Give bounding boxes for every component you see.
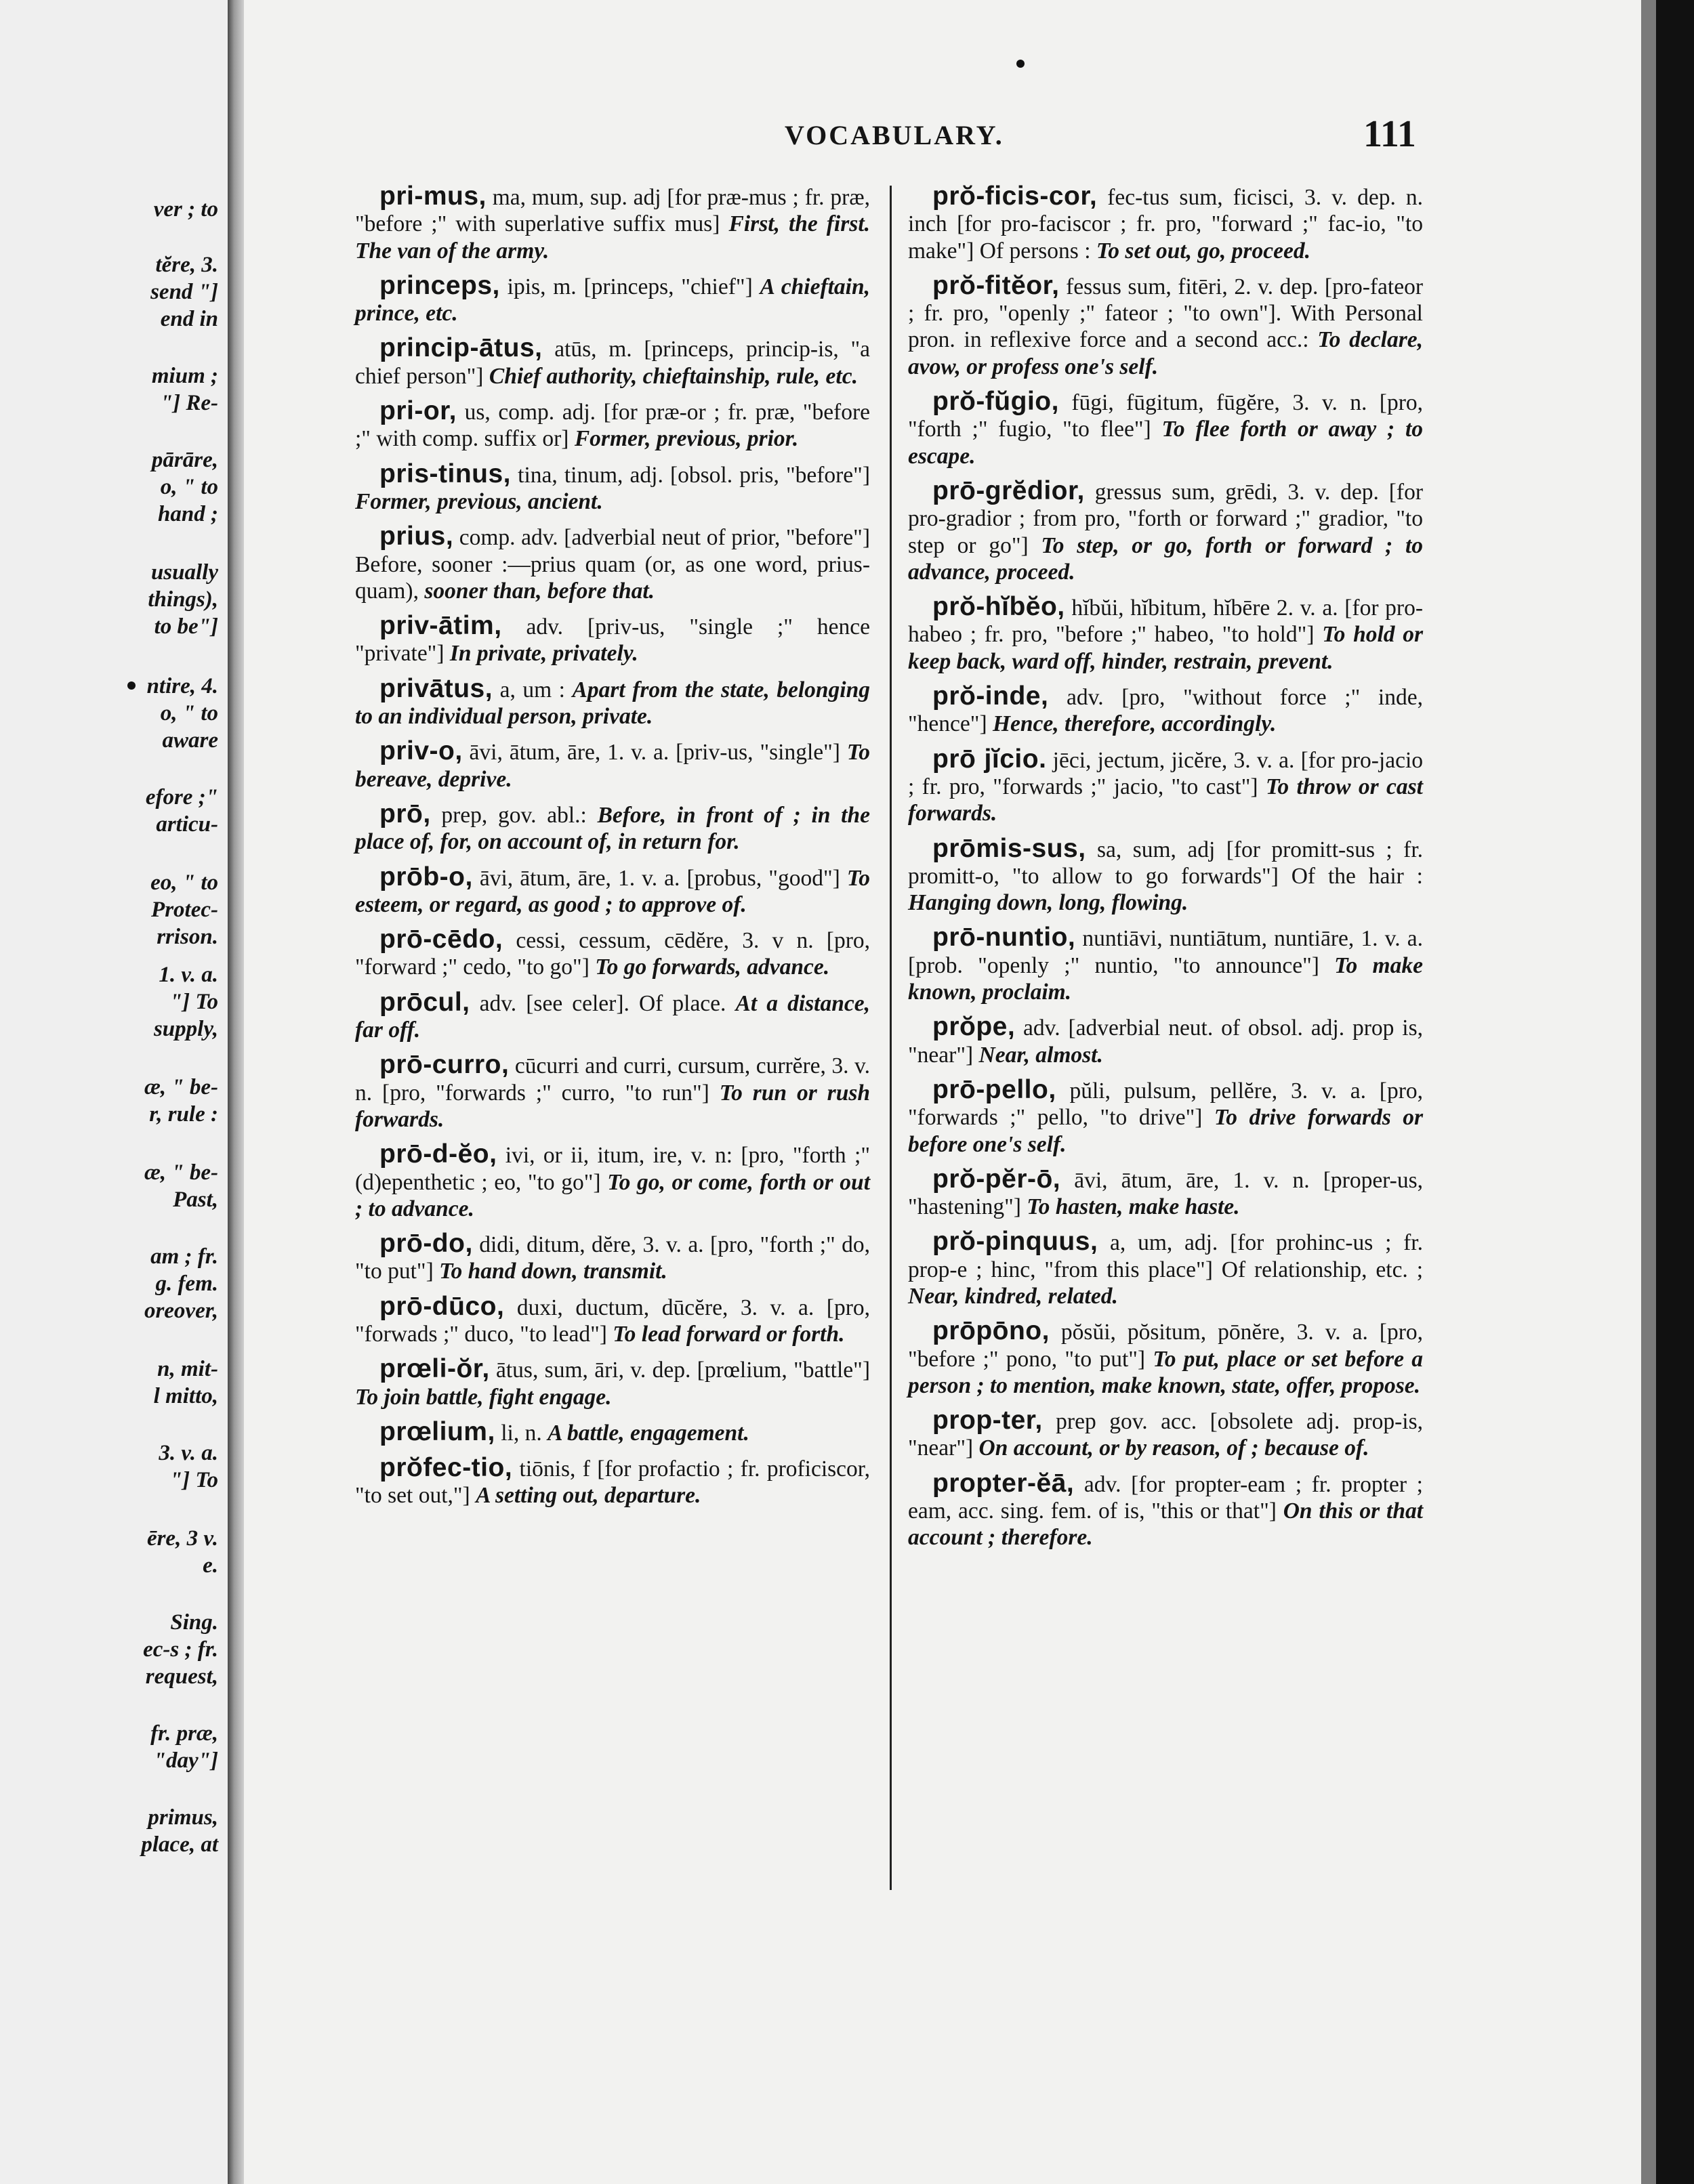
entry-definition: At a distance, far off.	[355, 990, 870, 1043]
facing-page-fragment: things),	[148, 587, 218, 612]
entry-grammar: prep, gov. abl.:	[430, 802, 598, 828]
entry-headword: prŏ-pinquus,	[932, 1227, 1098, 1257]
entry-grammar: āvi, ātum, āre, 1. v. a. [priv-us, "single"]	[462, 740, 847, 765]
entry-grammar: li, n.	[495, 1420, 548, 1446]
page-number: 111	[1363, 113, 1416, 155]
facing-page-fragment: mium ;	[151, 364, 218, 388]
facing-page-fragment: o, " to	[160, 701, 218, 726]
entry-headword: prō-pello,	[932, 1074, 1056, 1104]
right-column	[908, 183, 1423, 1559]
entry-definition: To lead forward or forth.	[613, 1321, 845, 1347]
vocab-entry	[908, 1318, 1423, 1399]
entry-grammar: hĭbŭi, hĭbitum, hĭbēre 2. v. a. [for pro-habeo ; fr. pro, "before ;" habeo, "to hold"]	[908, 595, 1423, 648]
entry-headword: priv-o,	[379, 736, 463, 766]
facing-page-fragment: eo, " to	[150, 870, 218, 895]
facing-page-fragment: primus,	[148, 1805, 218, 1830]
entry-definition: To flee forth or away ; to escape.	[908, 417, 1423, 469]
facing-page-fragment: efore ;"	[145, 785, 218, 810]
vocab-entry	[908, 478, 1423, 585]
entry-headword: priv-ātim,	[379, 611, 502, 641]
facing-page-fragment: Sing.	[170, 1610, 218, 1635]
entry-grammar: cessi, cessum, cēdĕre, 3. v n. [pro, "forward ;" cedo, "to go"]	[355, 928, 870, 980]
scan-speck	[1016, 60, 1025, 68]
entry-headword: prius,	[379, 522, 454, 551]
entry-grammar: duxi, ductum, dūcĕre, 3. v. a. [pro, "forwads ;" duco, "to lead"]	[355, 1295, 870, 1347]
facing-page-fragment: place, at	[141, 1832, 218, 1857]
entry-grammar: pŏsŭi, pŏsitum, pōnĕre, 3. v. a. [pro, "before ;" pono, "to put"]	[908, 1320, 1423, 1372]
facing-page-edge	[0, 0, 228, 2184]
entry-grammar: us, comp. adj. [for præ-or ; fr. præ, "before ;" with comp. suffix or]	[355, 400, 870, 452]
entry-grammar: ivi, or ii, itum, ire, v. n: [pro, "forth ;" (d)epenthetic ; eo, "to go"]	[355, 1143, 870, 1195]
entry-grammar: prep gov. acc. [obsolete adj. prop-is, "near"]	[908, 1409, 1423, 1461]
facing-page-fragment: ēre, 3 v.	[146, 1526, 218, 1551]
entry-headword: prŏ-fitĕor,	[932, 270, 1060, 300]
facing-page-fragment: aware	[162, 728, 218, 753]
entry-definition: In private, privately.	[449, 641, 638, 667]
facing-page-fragment: "] To	[169, 990, 218, 1014]
entry-headword: pris-tinus,	[379, 459, 512, 488]
entry-definition: A chieftain, prince, etc.	[355, 274, 871, 327]
entry-grammar: āvi, ātum, āre, 1. v. n. [proper-us, "hastening"]	[908, 1167, 1423, 1220]
facing-page-fragment: tĕre, 3.	[155, 253, 218, 277]
vocab-entry	[908, 388, 1423, 469]
entry-grammar: gressus sum, grēdi, 3. v. dep. [for pro-gradior ; from pro, "forth or forward ;" gradior, "to step or go"]	[908, 479, 1423, 558]
vocab-entry	[908, 1166, 1423, 1221]
entry-grammar: pŭli, pulsum, pellĕre, 3. v. a. [pro, "forwards ;" pello, "to drive"]	[908, 1078, 1423, 1131]
entry-headword: prŏpe,	[932, 1012, 1016, 1042]
entry-headword: prŏfec-tio,	[379, 1453, 513, 1483]
facing-page-fragment: rrison.	[157, 925, 218, 949]
entry-headword: prōcul,	[379, 987, 470, 1017]
vocab-entry	[908, 183, 1423, 264]
column-divider	[890, 186, 892, 1890]
entry-headword: prōmis-sus,	[932, 833, 1086, 863]
entry-definition: To set out, go, proceed.	[1096, 238, 1310, 264]
entry-headword: prō jĭcio.	[932, 744, 1047, 774]
entry-grammar: fessus sum, fitēri, 2. v. dep. [pro-fateor ; fr. pro, "openly ;" fateor ; "to own"]. With Personal pron. in reflexive force and a second acc.:	[908, 274, 1423, 353]
vocab-entry	[355, 675, 870, 730]
facing-page-fragment: Past,	[173, 1188, 218, 1212]
facing-page-fragment: "] Re-	[160, 391, 218, 415]
entry-definition: Near, almost.	[978, 1042, 1103, 1068]
entry-definition: Former, previous, ancient.	[355, 488, 603, 514]
entry-grammar: ipis, m. [princeps, "chief"]	[499, 274, 760, 299]
entry-headword: prœli-ŏr,	[379, 1354, 490, 1384]
facing-page-fragment: e.	[203, 1553, 218, 1578]
vocab-entry	[355, 1230, 870, 1285]
vocab-entry	[908, 1470, 1423, 1551]
vocab-entry	[908, 272, 1423, 380]
entry-headword: prō-grĕdior,	[932, 476, 1085, 505]
entry-headword: prŏ-pĕr-ō,	[932, 1164, 1061, 1194]
vocab-entry	[355, 1293, 870, 1348]
vocab-entry	[355, 335, 870, 390]
entry-definition: A setting out, departure.	[476, 1483, 701, 1509]
facing-page-fragment: o, " to	[160, 475, 218, 499]
entry-grammar: jēci, jectum, jicĕre, 3. v. a. [for pro-jacio ; fr. pro, "forwards ;" jacio, "to cast"]	[908, 747, 1423, 799]
vocab-entry	[355, 398, 870, 453]
entry-definition: To esteem, or regard, as good ; to approve of.	[355, 865, 870, 917]
entry-grammar: cūcurri and curri, cursum, currĕre, 3. v. n. [pro, "forwards ;" curro, "to run"]	[355, 1053, 870, 1106]
entry-definition: sooner than, before that.	[424, 578, 655, 604]
vocab-entry	[908, 683, 1423, 738]
vocab-entry	[355, 1454, 870, 1509]
entry-headword: prœlium,	[379, 1416, 495, 1446]
facing-page-fragment: to be"]	[154, 614, 218, 639]
facing-page-fragment: articu-	[156, 812, 218, 837]
vocab-entry	[908, 835, 1423, 917]
entry-definition: Before, in front of ; in the place of, for, on account of, in return for.	[355, 802, 870, 855]
vocab-entry	[355, 1051, 870, 1133]
entry-headword: pri-or,	[379, 396, 457, 426]
entry-headword: prŏ-hĭbĕo,	[932, 592, 1065, 622]
entry-definition: A battle, engagement.	[548, 1420, 749, 1446]
entry-definition: Apart from the state, belonging to an individual person, private.	[355, 677, 870, 730]
entry-definition: Former, previous, prior.	[574, 426, 799, 452]
facing-page-fragment: pārāre,	[151, 448, 218, 472]
scan-border	[1641, 0, 1694, 2184]
entry-headword: prō,	[379, 799, 431, 828]
entry-headword: prōb-o,	[379, 862, 473, 891]
facing-page-fragment: hand ;	[158, 502, 218, 526]
vocab-entry	[355, 738, 870, 793]
entry-definition: Near, kindred, related.	[908, 1283, 1118, 1309]
vocab-entry	[355, 1416, 870, 1446]
entry-grammar: āvi, ātum, āre, 1. v. a. [probus, "good"]	[472, 865, 847, 891]
vocab-entry	[908, 924, 1423, 1005]
facing-page-fragment: ver ; to	[153, 197, 218, 222]
vocab-entry	[355, 801, 870, 856]
vocab-entry	[355, 612, 870, 667]
facing-page-fragment: ntire, 4.	[146, 674, 218, 698]
entry-definition: To hold or keep back, ward off, hinder, restrain, prevent.	[908, 622, 1423, 674]
entry-definition: To put, place or set before a person ; to mention, make known, state, offer, propose.	[908, 1346, 1423, 1398]
entry-headword: prō-curro,	[379, 1050, 510, 1080]
entry-grammar: comp. adv. [adverbial neut of prior, "before"] Before, sooner :—prius quam (or, as one word, prius-quam),	[355, 525, 870, 604]
facing-page-fragment: request,	[145, 1664, 218, 1689]
vocab-entry	[908, 746, 1423, 827]
facing-page-fragment: r, rule :	[149, 1102, 218, 1127]
vocab-entry	[355, 1356, 870, 1410]
entry-headword: princeps,	[379, 270, 500, 300]
running-title: VOCABULARY.	[785, 120, 1004, 150]
facing-page-fragment: send "]	[150, 280, 218, 304]
entry-definition: Hence, therefore, accordingly.	[993, 711, 1277, 737]
facing-page-fragment: l mitto,	[153, 1384, 218, 1408]
vocab-entry	[908, 1228, 1423, 1309]
entry-grammar: adv. [see celer]. Of place.	[470, 990, 736, 1016]
entry-definition: To hasten, make haste.	[1027, 1194, 1240, 1220]
vocab-entry	[908, 593, 1423, 675]
vocab-entry	[355, 989, 870, 1044]
facing-page-fragment: 3. v. a.	[159, 1441, 218, 1465]
entry-grammar: sa, sum, adj [for promitt-sus ; fr. promitt-o, "to allow to go forwards"] Of the hair :	[908, 837, 1423, 889]
facing-page-fragment: 1. v. a.	[159, 963, 218, 987]
entry-grammar: fec-tus sum, ficisci, 3. v. dep. n. inch [for pro-faciscor ; fr. pro, "forward ;" fac-io, "to make"] Of persons :	[908, 185, 1423, 264]
entry-headword: prŏ-fŭgio,	[932, 387, 1059, 417]
entry-headword: prō-d-ĕo,	[379, 1139, 497, 1169]
entry-headword: prŏ-ficis-cor,	[932, 182, 1098, 211]
facing-page-fragment: fr. præ,	[150, 1721, 218, 1746]
entry-grammar: adv. [adverbial neut. of obsol. adj. prop is, "near"]	[908, 1015, 1423, 1068]
vocab-entry	[908, 1076, 1423, 1158]
entry-definition: Chief authority, chieftainship, rule, etc.	[489, 363, 858, 389]
entry-definition: To throw or cast forwards.	[908, 774, 1423, 826]
entry-headword: prō-nuntio,	[932, 923, 1076, 952]
entry-grammar: tina, tinum, adj. [obsol. pris, "before"]	[511, 462, 870, 488]
vocab-entry	[355, 1141, 870, 1222]
entry-definition: To hand down, transmit.	[439, 1259, 667, 1284]
entry-grammar: didi, ditum, dĕre, 3. v. a. [pro, "forth ;" do, "to put"]	[355, 1232, 870, 1284]
facing-page-fragment: æ, " be-	[144, 1075, 218, 1099]
entry-grammar: atūs, m. [princeps, princip-is, "a chief person"]	[355, 337, 870, 389]
entry-definition: On account, or by reason, of ; because of.	[978, 1435, 1369, 1461]
facing-page-fragment: oreover,	[144, 1299, 218, 1323]
entry-grammar: fūgi, fūgitum, fūgĕre, 3. v. n. [pro, "forth ;" fugio, "to flee"]	[908, 390, 1423, 442]
entry-definition: On this or that account ; therefore.	[908, 1498, 1424, 1551]
entry-headword: princip-ātus,	[379, 333, 543, 363]
entry-headword: privātus,	[379, 673, 493, 703]
vocab-entry	[355, 183, 870, 264]
entry-headword: propter-ĕā,	[932, 1468, 1075, 1498]
entry-definition: To drive forwards or before one's self.	[908, 1105, 1423, 1157]
facing-page-fragment: "day"]	[153, 1748, 218, 1773]
entry-definition: Hanging down, long, flowing.	[908, 890, 1189, 916]
entry-headword: prō-do,	[379, 1229, 473, 1259]
entry-grammar: tiōnis, f [for profactio ; fr. proficiscor, "to set out,"]	[355, 1456, 870, 1509]
entry-headword: prŏ-inde,	[932, 681, 1049, 711]
vocab-entry	[355, 926, 870, 981]
book-gutter	[228, 0, 244, 2184]
entry-headword: prō-cēdo,	[379, 925, 503, 954]
entry-grammar: nuntiāvi, nuntiātum, nuntiāre, 1. v. a. [prob. "openly ;" nuntio, "to announce"]	[908, 926, 1423, 978]
entry-definition: To make known, proclaim.	[908, 952, 1423, 1005]
vocab-entry	[908, 1407, 1423, 1462]
vocab-entry	[355, 272, 870, 327]
facing-page-fragment: usually	[150, 560, 218, 585]
entry-grammar: adv. [priv-us, "single ;" hence "private"]	[355, 614, 870, 667]
entry-definition: To join battle, fight engage.	[355, 1384, 612, 1410]
facing-page-fragment: g. fem.	[155, 1272, 218, 1296]
scan-speck	[127, 681, 136, 690]
entry-definition: To step, or go, forth or forward ; to advance, proceed.	[908, 532, 1424, 585]
entry-grammar: adv. [for propter-eam ; fr. propter ; eam, acc. sing. fem. of is, "this or that"]	[908, 1471, 1423, 1524]
entry-definition: To run or rush forwards.	[355, 1080, 871, 1132]
facing-page-fragment: "] To	[169, 1468, 218, 1492]
entry-definition: To declare, avow, or profess one's self.	[908, 327, 1423, 379]
entry-headword: prō-dūco,	[379, 1291, 505, 1321]
entry-definition: First, the first. The van of the army.	[355, 211, 871, 264]
facing-page-fragment: Protec-	[151, 898, 218, 922]
entry-grammar: a, um, adj. [for prohinc-us ; fr. prop-e ; hinc, "from this place"] Of relationship, etc. ;	[908, 1230, 1423, 1282]
entry-definition: To go, or come, forth or out ; to advance.	[355, 1169, 870, 1221]
entry-definition: To go forwards, advance.	[595, 954, 830, 980]
facing-page-fragment: n, mit-	[157, 1357, 218, 1381]
entry-grammar: ma, mum, sup. adj [for præ-mus ; fr. præ, "before ;" with superlative suffix mus]	[355, 185, 870, 237]
entry-grammar: adv. [pro, "without force ;" inde, "hence"]	[908, 685, 1423, 737]
entry-headword: pri-mus,	[379, 182, 487, 211]
left-column	[355, 183, 870, 1517]
vocab-entry	[355, 461, 870, 516]
facing-page-fragment: end in	[160, 307, 218, 331]
facing-page-fragment: am ; fr.	[150, 1244, 218, 1269]
entry-headword: prop-ter,	[932, 1406, 1043, 1435]
facing-page-fragment: supply,	[153, 1017, 218, 1041]
entry-grammar: ātus, sum, āri, v. dep. [prœlium, "battle"]	[489, 1358, 870, 1383]
vocab-entry	[908, 1013, 1423, 1068]
facing-page-fragment: ec-s ; fr.	[143, 1637, 218, 1662]
entry-definition: To bereave, deprive.	[355, 740, 870, 792]
entry-headword: prōpōno,	[932, 1316, 1050, 1346]
vocab-entry	[355, 864, 870, 919]
facing-page-fragment: æ, " be-	[144, 1160, 218, 1185]
vocab-entry	[355, 523, 870, 604]
entry-grammar: a, um :	[493, 677, 573, 702]
